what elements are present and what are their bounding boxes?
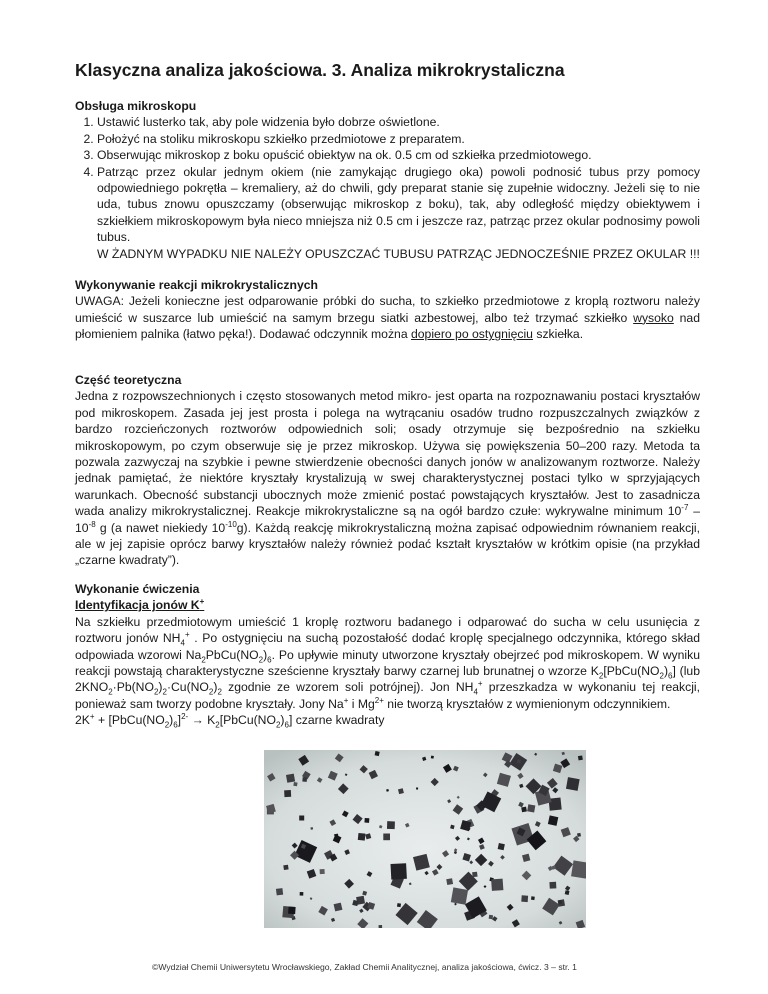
exponent: -8 — [88, 519, 96, 529]
crystal — [489, 915, 493, 919]
crystal — [387, 821, 395, 829]
subscript: 2 — [208, 687, 214, 697]
subscript: 6 — [173, 720, 178, 730]
crystal — [284, 790, 291, 797]
crystal — [491, 879, 503, 891]
crystal — [397, 903, 401, 907]
subscript: 2 — [659, 671, 664, 681]
reactions-section — [75, 277, 700, 343]
microscope-heading: Obsługa mikroskopu — [75, 99, 197, 113]
theory-text: g (a nawet niekiedy 10 — [95, 520, 226, 535]
exercise-paragraph — [75, 614, 700, 712]
equation-text: ] czarne kwadraty — [288, 713, 385, 728]
exercise-text: Na szkiełku przedmiotowym umieścić 1 kroplę roztworu badanego i odparować do sucha w celu usunięcia z roztworu jonów NH — [75, 614, 700, 646]
exercise-text: ·Cu(NO — [166, 680, 209, 695]
exercise-section — [75, 581, 700, 729]
crystal — [288, 907, 296, 915]
equation-text: ) — [280, 713, 285, 728]
crystal — [548, 815, 558, 825]
crystal — [379, 925, 383, 928]
superscript: + — [477, 679, 483, 689]
reactions-text: szkiełka. — [532, 327, 584, 342]
exercise-heading: Wykonanie ćwiczenia — [75, 582, 200, 596]
crystal — [527, 804, 535, 812]
crystal — [302, 777, 307, 782]
subscript: 6 — [267, 655, 272, 665]
theory-text: Jedna z rozpowszechnionych i często stosowanych metod mikro- jest oparta na rozpoznawaniu postaci kryształów pod mikroskopem. Zasada jej jest prosta i polega na wytrącaniu osadów trudno rozpuszczalnych związków z bardzo rozcieńczonych roztworów odpowiednich soli; osady otrzymuje się bezpośrednio na szkiełku mikroskopowym, po czym obserwuje się je przez mikroskop. Używa się powiększenia 50–200 razy. Metoda ta pozwala zazwyczaj na szybkie i pewne stwierdzenie obecności danych jonów w analizowanym roztworze. Należy jednak pamiętać, że niektóre kryształy krystalizują w swej charakterystycznej postaci tylko w sprzyjających warunkach. Obecność substancji ubocznych może zmienić postać powstających kryształów. Jest to zasadnicza wada analizy mikrokrystalicznej. Reakcje mikrokrystaliczne są na ogół bardzo czułe: wykrywalne minimum 10 — [75, 389, 700, 519]
crystal — [431, 756, 434, 759]
crystal — [375, 751, 380, 756]
theory-paragraph — [75, 388, 700, 568]
equation-text: K — [207, 713, 216, 728]
step-item: 1. Ustawić lusterko tak, aby pole widzenia było dobrze oświetlone. — [97, 114, 700, 130]
crystal — [498, 843, 505, 850]
crystal — [300, 892, 304, 896]
crystal — [566, 777, 580, 791]
crystal — [517, 759, 521, 763]
exercise-text: zgodnie ze wzorem soli potrójnej). Jon NH — [221, 680, 474, 695]
subscript: 2 — [164, 720, 170, 730]
crystal — [293, 782, 297, 786]
crystal — [416, 787, 418, 789]
equation-text: + [PbCu(NO — [94, 713, 165, 728]
crystal — [299, 816, 304, 821]
exponent: -10 — [225, 519, 237, 529]
crystal — [549, 882, 556, 889]
subscript: 2 — [162, 687, 167, 697]
subscript: 2 — [215, 720, 220, 730]
reactions-text: UWAGA: Jeżeli konieczne jest odparowanie próbki do sucha, to szkiełko przedmiotowe z kroplą roztworu należy umieścić w suszarce lub umieścić na samym brzegu siatki azbestowej, albo też trzymać szkiełko — [75, 294, 700, 325]
crystal — [391, 863, 407, 879]
equation-text: 2K — [75, 713, 90, 728]
page-title: Klasyczna analiza jakościowa. 3. Analiza mikrokrystaliczna — [75, 60, 565, 80]
exercise-text: nie tworzą kryształów z wymienionym odczynnikiem. — [383, 696, 671, 711]
crystal — [283, 865, 288, 870]
crystal — [577, 833, 581, 837]
subscript: 2 — [201, 655, 206, 665]
reactions-heading: Wykonywanie reakcji mikrokrystalicznych — [75, 278, 318, 292]
crystal — [472, 872, 477, 877]
crystal — [521, 895, 528, 902]
crystal — [310, 827, 313, 830]
crystal — [451, 887, 468, 904]
crystal — [286, 774, 295, 783]
microscope-steps — [75, 114, 700, 262]
page-footer: ©Wydział Chemii Uniwersytetu Wrocławskiego, Zakład Chemii Analitycznej, analiza jakościowa, ćwicz. 3 – str. 1 — [152, 962, 577, 972]
arrow-icon: → — [188, 713, 208, 728]
crystal — [358, 833, 366, 841]
step-item — [97, 164, 700, 262]
crystal — [320, 869, 325, 874]
subscript: 6 — [284, 720, 289, 730]
step-text: Patrząc przez okular jednym okiem (nie zamykając drugiego oka) powoli podnosić tubus przy pomocy odpowiedniego pokrętła – kremaliery, aż do chwili, gdy preparat stanie się zupełnie widoczny. Jeżeli się to nie uda, tubus znowu opuszczamy (obserwując mikroskop z boku), tak, aby odległość między obiektywem i szkiełkiem mikroskopowym była nieco mniejsza niż 0.5 cm i jeszcze raz, patrząc przez okular podnosimy powoli tubus. — [97, 164, 700, 245]
superscript: 2+ — [374, 695, 384, 705]
exercise-text: . Po ostygnięciu na suchą pozostałość dodać kroplę specjalnego odczynnika, którego skład odpowiada wzorowi Na — [75, 631, 701, 662]
exercise-text: ] (lub 2KNO — [75, 664, 700, 695]
subheading-text: Identyfikacja jonów K — [75, 598, 200, 613]
crystal — [383, 834, 390, 841]
crystal — [446, 878, 453, 885]
crystal — [521, 807, 527, 813]
microscope-section — [75, 98, 700, 262]
crystal-micrograph — [264, 750, 586, 928]
exponent: -7 — [681, 503, 689, 513]
subscript: 2 — [108, 687, 113, 697]
subscript: 2 — [275, 720, 281, 730]
exercise-text: przeszkadza w wykonaniu tej reakcji, ponieważ sam tworzy podobne kryształy. Jony Na — [75, 680, 700, 711]
superscript: + — [184, 630, 190, 640]
step-item: 3. Obserwując mikroskop z boku opuścić obiektyw na ok. 0.5 cm od szkiełka przedmiotowego. — [97, 147, 700, 163]
subscript: 4 — [473, 687, 478, 697]
crystal — [578, 755, 583, 760]
crystal — [276, 888, 283, 895]
exercise-text: i Mg — [348, 696, 375, 711]
reaction-equation — [75, 712, 700, 728]
superscript: 2- — [181, 712, 189, 722]
reactions-paragraph — [75, 293, 700, 342]
equation-text: ] — [177, 713, 182, 728]
exercise-text: ) — [158, 680, 163, 695]
equation-text: ) — [169, 713, 174, 728]
warning-text: W ŻADNYM WYPADKU NIE NALEŻY OPUSZCZAĆ TUBUSU PATRZĄC JEDNOCZEŚNIE PRZEZ OKULAR !!! — [97, 246, 700, 261]
subscript: 2 — [598, 671, 604, 681]
exercise-text: [PbCu(NO — [603, 664, 660, 679]
exercise-text: ) — [663, 664, 669, 679]
exercise-text: ) — [213, 680, 218, 695]
crystal — [364, 818, 369, 823]
superscript: + — [89, 712, 95, 722]
theory-section — [75, 372, 700, 569]
step-item: 2. Położyć na stoliku mikroskopu szkiełko przedmiotowe z preparatem. — [97, 131, 700, 147]
crystal — [571, 860, 586, 878]
subscript: 4 — [180, 638, 185, 648]
crystal — [531, 896, 535, 900]
exercise-text: ) — [263, 647, 268, 662]
subscript: 2 — [217, 687, 222, 697]
theory-text: – 10 — [75, 504, 701, 535]
underlined-text: dopiero po ostygnięciu — [411, 327, 533, 342]
theory-heading: Część teoretyczna — [75, 373, 182, 387]
exercise-text: ·Pb(NO — [112, 680, 154, 695]
superscript: + — [343, 695, 349, 705]
theory-text: g). Każdą reakcję mikrokrystaliczną można zapisać odpowiednim równaniem reakcji, ale w jej zapisie oprócz barwy kryształów należy również podać kształt kryształów w krótkim opisie (na przykład „czarne kwadraty”). — [75, 520, 700, 568]
reactions-text: nad płomieniem palnika (łatwo pęka!). Dodawać odczynnik można — [75, 310, 700, 342]
superscript: + — [199, 597, 205, 607]
subscript: 6 — [668, 671, 673, 681]
exercise-text: . Po upływie minuty utworzone kryształy obejrzeć pod mikroskopem. W wyniku reakcji powstają charakterystyczne sześcienne kryształy barwy czarnej lub brunatnej o wzorze K — [75, 647, 700, 679]
subscript: 2 — [258, 655, 264, 665]
exercise-subheading — [75, 597, 700, 613]
exercise-text: PbCu(NO — [205, 647, 259, 662]
underlined-text: wysoko — [633, 310, 674, 325]
equation-text: [PbCu(NO — [219, 713, 276, 728]
subscript: 2 — [153, 687, 159, 697]
